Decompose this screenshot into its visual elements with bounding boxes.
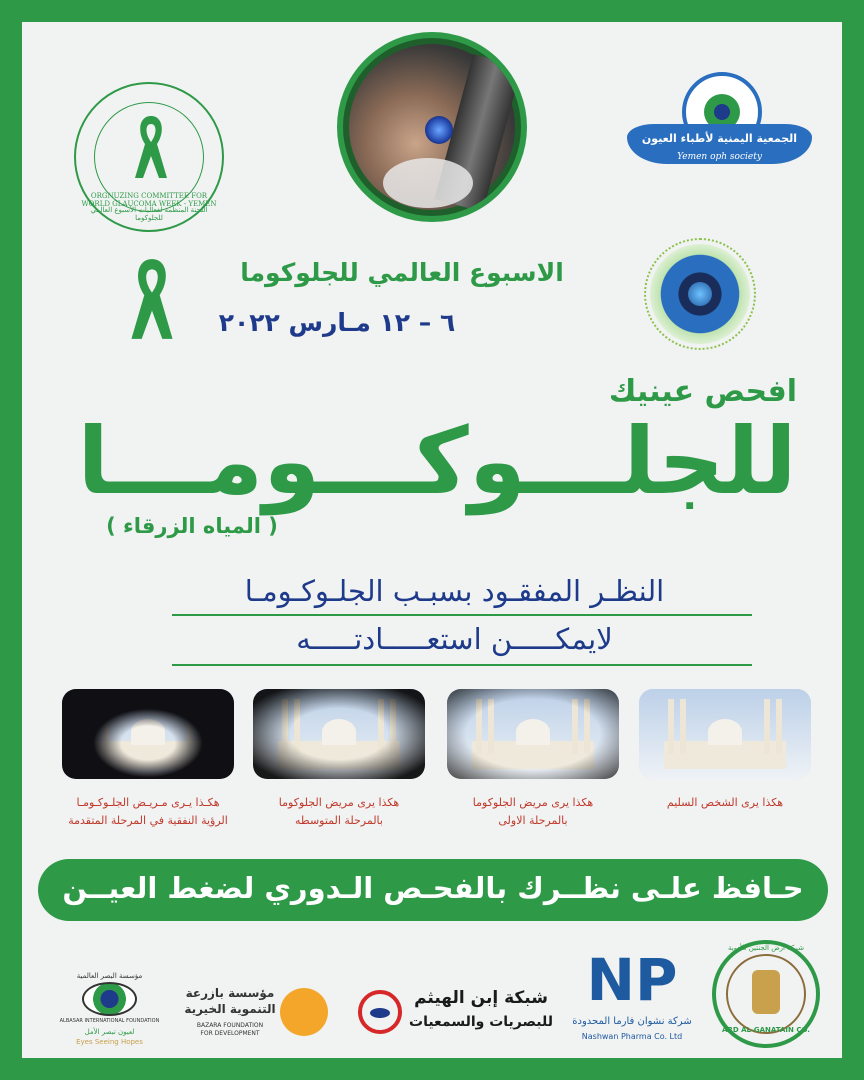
bazara-foundation-logo: مؤسسة بازرعة التنموية الخيرية BAZARA FOUNDATION FOR DEVELOPMENT	[182, 982, 332, 1052]
stage-caption-healthy: هكذا يرى الشخص السليم	[666, 796, 784, 809]
globe-eye-icon	[650, 244, 750, 344]
stage-image-early	[447, 689, 619, 779]
stage-image-moderate	[253, 689, 425, 779]
stage-caption-advanced: هكـذا يـرى مـريـض الجلـوكـومـا الرؤية النفقية في المرحلة المتقدمة	[68, 796, 228, 827]
check-eyes-heading: افحص عينيك	[608, 374, 797, 409]
stage-caption-moderate: هكذا يرى مريض الجلوكوما بالمرحلة المتوسطه	[278, 796, 400, 827]
divider-line	[172, 664, 752, 666]
lost-vision-line1: النظـر المفقـود بسبـب الجلـوكـومـا	[244, 574, 665, 608]
checkup-banner	[38, 859, 828, 921]
event-title: الاسبوع العالمي للجلوكوما	[240, 258, 564, 287]
frame-top-right	[534, 0, 864, 22]
society-name-en: Yemen oph society	[677, 152, 762, 162]
ard-alganatain-logo: شركة أرض الجنتين للأدوية ARD AL-GANATAIN CO.	[712, 940, 820, 1048]
albasar-foundation-logo: مؤسسة البصر العالمية ALBASAR INTERNATIONAL FOUNDATION لعيون تبصر الأمل Eyes Seeing Hopes	[59, 972, 160, 1046]
patient-eye-exam-photo	[337, 32, 527, 222]
stage-image-healthy	[639, 689, 811, 779]
bazara-icon	[280, 988, 328, 1036]
stage-caption-early: هكذا يرى مريض الجلوكوما بالمرحلة الاولى	[472, 796, 594, 827]
patient-beard	[383, 158, 473, 208]
organizing-committee-logo	[74, 82, 224, 232]
eye-globe-icon	[82, 982, 137, 1016]
nashwan-pharma-logo: NP شركة نشوان فارما المحدودة Nashwan Pharma Co. Ltd	[572, 946, 692, 1041]
green-ribbon-icon	[131, 112, 171, 182]
logo-left-text-en: ORGNUZING COMMITTEE FOR WORLD GLAUCOMA WEEK - YEMEN	[81, 192, 217, 208]
stage-image-advanced	[62, 689, 234, 779]
event-dates: ٦ – ١٢ مـارس ٢٠٢٢	[218, 308, 456, 337]
logo-left-text-ar: اللجنة المنظمة لفعاليات الأسبوع العالمي للجلوكوما	[90, 206, 208, 222]
divider-line	[172, 614, 752, 616]
poster-canvas	[22, 22, 842, 1058]
frame-top-left	[0, 0, 330, 22]
ibn-alhaitham-logo: شبكة إبن الهيثم للبصريات والسمعيات	[356, 982, 556, 1052]
lost-vision-line2: لايمكـــــن استعـــــادتـــــه	[296, 622, 613, 656]
blue-water-subheading: ( المياه الزرقاء )	[106, 514, 278, 538]
banner-text: حـافظ علـى نظــرك بالفحـص الـدوري لضغط العيــن	[62, 871, 804, 905]
yemen-oph-society-logo	[627, 72, 812, 192]
glaucoma-heading: للجلـــوكـــومـــا	[77, 408, 797, 515]
slit-lamp-light	[425, 116, 453, 144]
green-ribbon-icon	[122, 254, 182, 344]
society-name-ar: الجمعية اليمنية لأطباء العيون	[641, 132, 798, 145]
